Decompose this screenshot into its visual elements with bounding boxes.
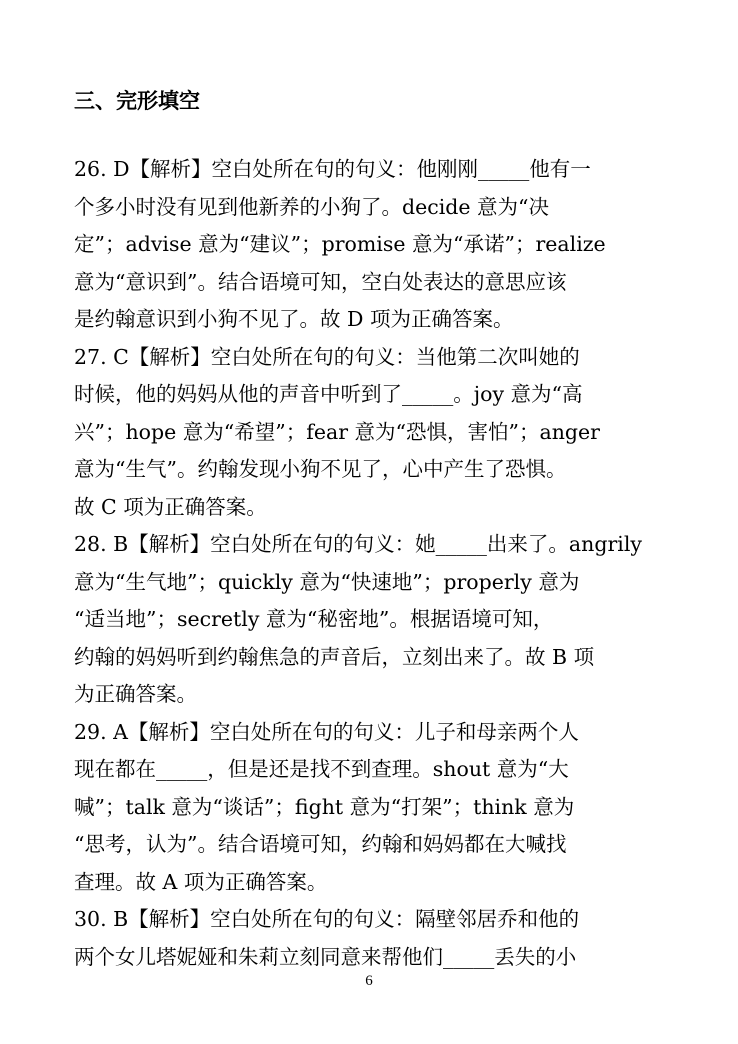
- text-line: 为正确答案。: [74, 682, 197, 706]
- text-line: 时候，他的妈妈从他的声音中听到了_____。joy 意为“高: [74, 382, 583, 406]
- text-line: “适当地”；secretly 意为“秘密地”。根据语境可知，: [74, 607, 554, 631]
- text-line: 27. C【解析】空白处所在句的句义：当他第二次叫她的: [74, 344, 580, 369]
- text-line: 故 C 项为正确答案。: [74, 494, 267, 519]
- text-line: 约翰的妈妈听到约翰焦急的声音后，立刻出来了。故 B 项: [74, 644, 595, 669]
- text-line: 查理。故 A 项为正确答案。: [74, 869, 328, 894]
- text-line: 意为“生气”。约翰发现小狗不见了，心中产生了恐惧。: [74, 457, 567, 481]
- text-line: 现在都在_____，但是还是找不到查理。shout 意为“大: [74, 757, 569, 781]
- text-line: 29. A【解析】空白处所在句的句义：儿子和母亲两个人: [74, 719, 579, 744]
- page-number: 6: [365, 973, 373, 989]
- text-line: 两个女儿塔妮娅和朱莉立刻同意来帮他们_____丢失的小: [74, 944, 577, 969]
- text-line: 意为“意识到”。结合语境可知，空白处表达的意思应该: [74, 269, 567, 294]
- text-line: 意为“生气地”；quickly 意为“快速地”；properly 意为: [74, 569, 580, 594]
- answer-explanations: [74, 151, 674, 976]
- section-heading: 三、完形填空: [74, 89, 200, 113]
- text-line: 30. B【解析】空白处所在句的句义：隔壁邻居乔和他的: [74, 907, 580, 931]
- text-line: 定”；advise 意为“建议”；promise 意为“承诺”；realize: [74, 232, 606, 256]
- text-line: 28. B【解析】空白处所在句的句义：她_____出来了。angrily: [74, 532, 642, 556]
- text-line: 个多小时没有见到他新养的小狗了。decide 意为“决: [74, 194, 550, 219]
- text-line: 是约翰意识到小狗不见了。故 D 项为正确答案。: [74, 307, 514, 331]
- text-line: 兴”；hope 意为“希望”；fear 意为“恐惧，害怕”；anger: [74, 419, 600, 444]
- text-line: 喊”；talk 意为“谈话”；fight 意为“打架”；think 意为: [74, 794, 575, 819]
- text-line: “思考，认为”。结合语境可知，约翰和妈妈都在大喊找: [74, 832, 567, 856]
- text-line: 26. D【解析】空白处所在句的句义：他刚刚_____他有一: [74, 157, 591, 181]
